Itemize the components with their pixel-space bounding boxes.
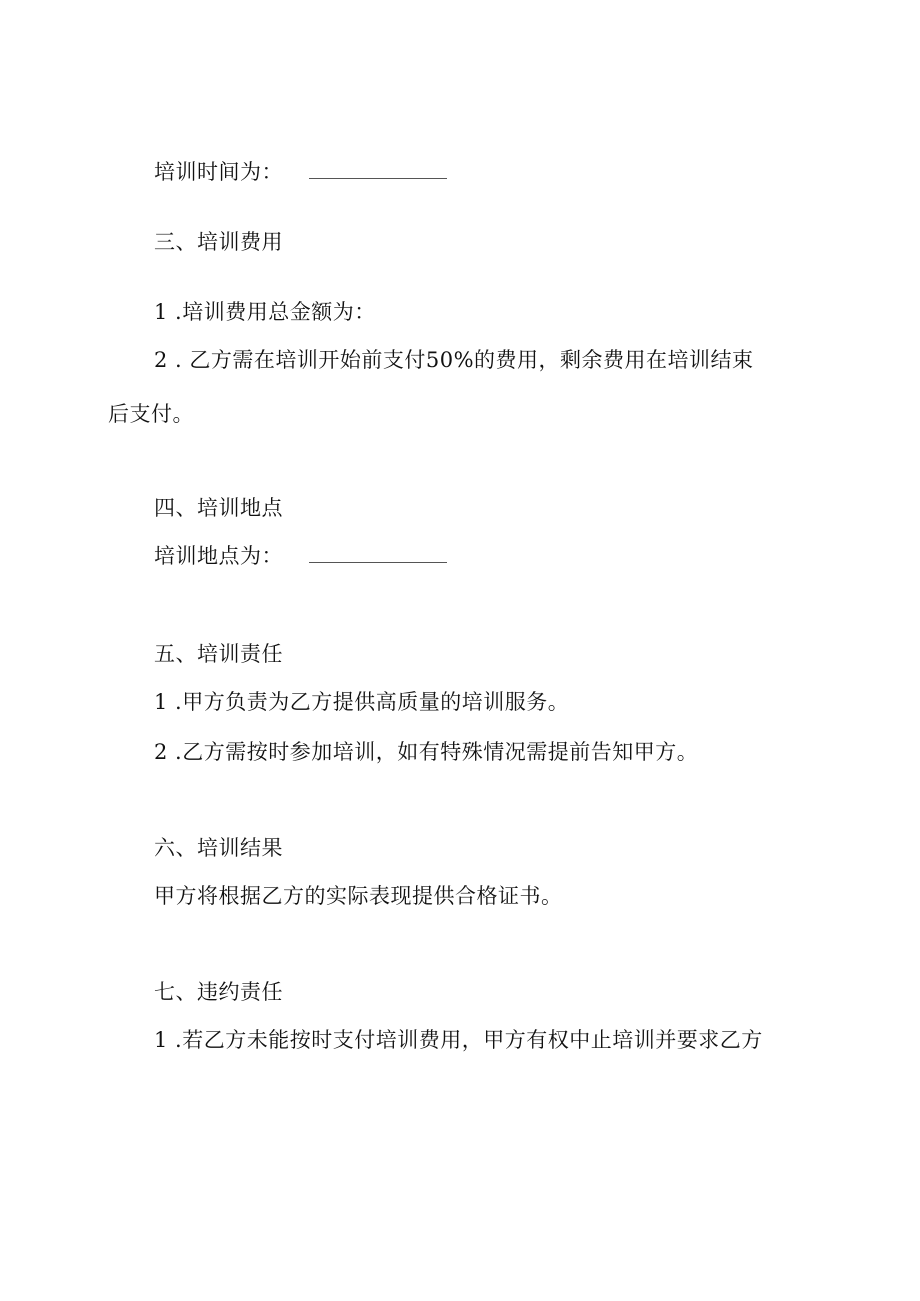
training-time-blank [309, 164, 447, 179]
section-6-text: 甲方将根据乙方的实际表现提供合格证书。 [154, 884, 563, 908]
training-location-label: 培训地点为： [154, 544, 283, 568]
training-location-line [154, 542, 447, 570]
training-location-blank [309, 548, 447, 563]
section-3-item-2-line-1: 2 . 乙方需在培训开始前支付50%的费用，剩余费用在培训结束 [154, 348, 754, 372]
section-5-heading: 五、培训责任 [154, 642, 283, 666]
section-4-heading: 四、培训地点 [154, 496, 283, 520]
section-3-item-2-line-2: 后支付。 [108, 402, 194, 426]
section-7-heading: 七、违约责任 [154, 980, 283, 1004]
section-3-heading: 三、培训费用 [154, 230, 283, 254]
section-5-item-1: 1 .甲方负责为乙方提供高质量的培训服务。 [154, 690, 570, 714]
training-time-line [154, 158, 447, 186]
section-3-item-1: 1 .培训费用总金额为： [154, 300, 376, 324]
section-6-heading: 六、培训结果 [154, 836, 283, 860]
section-5-item-2: 2 .乙方需按时参加培训，如有特殊情况需提前告知甲方。 [154, 740, 699, 764]
section-7-item-1: 1 .若乙方未能按时支付培训费用，甲方有权中止培训并要求乙方 [154, 1028, 763, 1052]
training-time-label: 培训时间为： [154, 160, 283, 184]
